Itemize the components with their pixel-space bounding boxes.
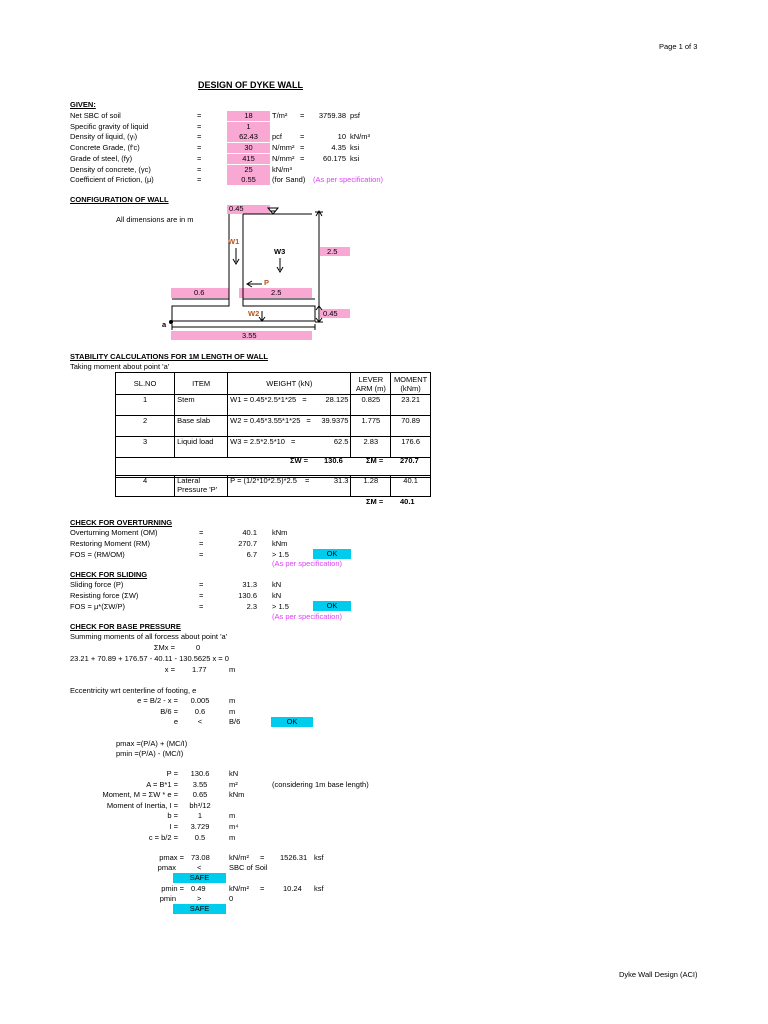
- th-lever: LEVER ARM (m): [351, 373, 391, 395]
- sum-m: 270.7: [400, 456, 419, 465]
- pmin-cmp-ref: 0: [229, 894, 234, 903]
- prop-unit: m: [229, 811, 236, 821]
- moment-equation: 23.21 + 70.89 + 176.57 - 40.11 - 130.5625 x = 0: [70, 654, 229, 663]
- given-conv: 60.175: [323, 153, 346, 163]
- ecc-value: 0.005: [190, 696, 210, 705]
- given-eq: =: [197, 153, 202, 163]
- overturning-value: 40.1: [242, 528, 257, 537]
- ecc-unit: m: [229, 706, 236, 716]
- sliding-eq: =: [199, 591, 204, 600]
- th-slno: SL.NO: [116, 373, 175, 395]
- row-moment: 176.6: [391, 437, 431, 458]
- given-unit: kN/m³: [272, 164, 292, 174]
- given-spec: (As per specification): [313, 175, 384, 185]
- pmax-conv: 1526.31: [280, 853, 308, 862]
- lat-eq: =: [305, 476, 310, 485]
- lat-sl: 4: [116, 476, 175, 497]
- given-eq: =: [197, 121, 202, 131]
- pmax-label: pmax =: [159, 853, 184, 862]
- label-a: a: [162, 320, 167, 329]
- prop-value: 0.5: [194, 832, 206, 842]
- given-eq: =: [197, 164, 202, 174]
- lat-w: 31.3: [333, 476, 349, 485]
- given-unit: pcf: [272, 132, 283, 142]
- stability-sub: Taking moment about point 'a': [70, 362, 170, 371]
- given-unit2: kN/m³: [350, 132, 370, 142]
- pmax-unit: kN/m²: [229, 853, 249, 862]
- overturning-ok-badge: OK: [313, 549, 351, 559]
- sum-w: 130.6: [324, 456, 343, 465]
- th-moment: MOMENT (kNm): [391, 373, 431, 395]
- ecc-unit: B/6: [229, 717, 241, 726]
- lat-item: Lateral Pressure 'P': [175, 476, 228, 497]
- row-sl: 3: [116, 437, 175, 458]
- footer-text: Dyke Wall Design (ACI): [619, 970, 698, 979]
- given-eq2: =: [300, 111, 305, 120]
- overturning-unit: kNm: [272, 528, 288, 537]
- given-value: 415: [227, 154, 270, 164]
- overturning-heading: CHECK FOR OVERTURNING: [70, 518, 173, 527]
- given-value: 25: [227, 165, 270, 175]
- row-lever: 2.83: [351, 437, 391, 458]
- pmax-formula: pmax =(P/A) + (MC/I): [116, 739, 188, 748]
- row-eq: =: [290, 437, 296, 446]
- given-value: 0.55: [227, 175, 270, 185]
- sliding-value: 31.3: [242, 580, 257, 589]
- sum-w-label: ΣW =: [290, 456, 309, 465]
- config-note: All dimensions are in m: [116, 215, 194, 224]
- row-moment: 23.21: [391, 395, 431, 416]
- table-row: [116, 416, 431, 437]
- given-value: 62.43: [227, 132, 270, 142]
- ecc-unit: m: [229, 696, 236, 705]
- ecc-label: e: [173, 717, 178, 726]
- given-conv: 10: [337, 132, 346, 142]
- table-row: [116, 437, 431, 458]
- row-formula: W1 = 0.45*2.5*1*25: [230, 395, 297, 404]
- th-item: ITEM: [175, 373, 228, 395]
- row-eq: =: [302, 395, 307, 404]
- given-heading: GIVEN:: [70, 100, 96, 109]
- smx-label: ΣMx =: [153, 643, 175, 652]
- prop-value: 3.729: [190, 822, 210, 831]
- dim-left: 0.6: [194, 288, 205, 297]
- ecc-label: e = B/2 - x =: [137, 696, 178, 705]
- prop-label: I =: [169, 822, 178, 831]
- prop-unit: kNm: [229, 790, 245, 800]
- prop-value: bh³/12: [189, 800, 211, 810]
- given-eq2: =: [300, 153, 305, 163]
- pmin-label: pmin =: [161, 884, 184, 893]
- label-p: P: [264, 278, 270, 287]
- row-weight: [228, 437, 351, 458]
- given-value: 18: [227, 111, 270, 121]
- given-value: 1: [227, 122, 270, 132]
- row-lever: 1.775: [351, 416, 391, 437]
- pmax-value: 73.08: [191, 853, 210, 862]
- pmin-cmp-label: pmin: [159, 894, 176, 903]
- sum-m2: 40.1: [400, 497, 415, 506]
- label-w3: W3: [274, 247, 286, 256]
- label-w2: W2: [248, 309, 260, 318]
- sliding-unit: kN: [272, 580, 282, 589]
- row-lever: 0.825: [351, 395, 391, 416]
- ecc-value: <: [197, 717, 203, 726]
- row-weight: [228, 416, 351, 437]
- config-heading: CONFIGURATION OF WALL: [70, 195, 169, 204]
- label-w1: W1: [228, 237, 240, 246]
- row-w: 39.9375: [321, 416, 349, 425]
- sum-m-label: ΣM =: [366, 456, 384, 465]
- row-item: Stem: [175, 395, 228, 416]
- prop-note: (considering 1m base length): [272, 779, 369, 789]
- prop-value: 0.65: [192, 790, 208, 800]
- x-label: x =: [164, 665, 175, 674]
- dim-w3h: 2.5: [327, 247, 338, 256]
- ecc-title: Eccentricity wrt centerline of footing, e: [70, 686, 197, 695]
- ecc-ok-badge: OK: [271, 717, 313, 727]
- overturning-eq: =: [199, 528, 204, 537]
- sliding-heading: CHECK FOR SLIDING: [70, 570, 148, 579]
- pmax-cmp-ref: SBC of Soil: [229, 863, 268, 872]
- prop-unit: m: [229, 832, 236, 842]
- dim-top: 0.45: [229, 204, 244, 213]
- pmin-formula: pmin =(P/A) - (MC/I): [116, 749, 184, 758]
- sliding-unit: kN: [272, 591, 282, 600]
- row-item: Liquid load: [175, 437, 228, 458]
- overturning-label: FOS = (RM/OM): [70, 550, 125, 559]
- given-eq: =: [197, 132, 202, 142]
- overturning-eq: =: [199, 550, 204, 559]
- given-unit: N/mm²: [272, 143, 295, 153]
- sliding-value: 2.3: [246, 602, 257, 611]
- overturning-value: 6.7: [246, 550, 257, 559]
- sliding-spec: (As per specification): [272, 612, 343, 621]
- dim-right: 2.5: [271, 288, 282, 297]
- lat-formula: P = (1/2*10*2.5)*2.5: [230, 476, 297, 485]
- prop-label: A = B*1 =: [146, 779, 178, 789]
- given-unit: N/mm²: [272, 153, 295, 163]
- x-unit: m: [229, 665, 236, 674]
- row-moment: 70.89: [391, 416, 431, 437]
- prop-value: 130.6: [190, 769, 210, 778]
- page-number: Page 1 of 3: [659, 42, 698, 51]
- pmax-cmp-op: <: [197, 863, 202, 872]
- pmax-cmp-label: pmax: [157, 863, 176, 872]
- given-label: Density of liquid, (γₗ): [70, 132, 138, 142]
- pmin-cmp-op: >: [197, 894, 202, 903]
- page-title: DESIGN OF DYKE WALL: [198, 80, 304, 90]
- overturning-value: 270.7: [238, 539, 257, 548]
- row-formula: W3 = 2.5*2.5*10: [230, 437, 285, 446]
- row-sl: 1: [116, 395, 175, 416]
- given-conv: 3759.38: [318, 111, 346, 120]
- given-unit2: ksi: [350, 143, 360, 153]
- sliding-value: 130.6: [238, 591, 257, 600]
- overturning-label: Restoring Moment (RM): [70, 539, 151, 548]
- given-label: Net SBC of soil: [70, 111, 121, 120]
- sliding-label: Resisting force (ΣW): [70, 591, 139, 600]
- stability-heading: STABILITY CALCULATIONS FOR 1M LENGTH OF WALL: [70, 352, 268, 361]
- safe-badge-2: SAFE: [173, 904, 226, 914]
- lateral-table: [115, 475, 431, 497]
- given-unit2: psf: [350, 111, 361, 120]
- prop-label: c = b/2 =: [148, 832, 178, 842]
- row-formula: W2 = 0.45*3.55*1*25: [230, 416, 301, 425]
- overturning-unit: > 1.5: [272, 550, 289, 559]
- given-label: Grade of steel, (fy): [70, 153, 133, 163]
- lat-weight: [228, 476, 351, 497]
- given-eq: =: [197, 143, 202, 153]
- wall-outline: [172, 214, 315, 321]
- smx-value: 0: [196, 643, 201, 652]
- given-conv: 4.35: [331, 143, 346, 153]
- ecc-value: 0.6: [194, 706, 206, 716]
- row-w: 62.5: [333, 437, 349, 446]
- given-unit: (for Sand): [272, 175, 306, 185]
- lat-lever: 1.28: [351, 476, 391, 497]
- sliding-ok-badge: OK: [313, 601, 351, 611]
- sliding-label: FOS = μ*(ΣW/P): [70, 602, 126, 611]
- given-unit2: ksi: [350, 153, 360, 163]
- pmin-unit: kN/m²: [229, 884, 249, 893]
- pmin-value: 0.49: [191, 884, 206, 893]
- row-sl: 2: [116, 416, 175, 437]
- given-unit: T/m²: [272, 111, 288, 120]
- row-weight: [228, 395, 351, 416]
- prop-unit: kN: [229, 769, 239, 778]
- prop-label: Moment, M = ΣW * e =: [102, 790, 178, 800]
- safe-badge-1: SAFE: [173, 873, 226, 883]
- th-weight: WEIGHT (kN): [228, 373, 351, 395]
- given-eq: =: [197, 111, 202, 120]
- overturning-eq: =: [199, 539, 204, 548]
- pmin-conv: 10.24: [283, 884, 302, 893]
- prop-label: Moment of Inertia, I =: [106, 800, 178, 810]
- given-label: Specific gravity of liquid: [70, 121, 149, 131]
- sliding-unit: > 1.5: [272, 602, 289, 611]
- pmin-unit2: ksf: [314, 884, 324, 893]
- overturning-label: Overturning Moment (OM): [70, 528, 158, 537]
- x-value: 1.77: [192, 665, 207, 674]
- given-eq2: =: [300, 132, 305, 142]
- lat-moment: 40.1: [391, 476, 431, 497]
- prop-value: 3.55: [192, 779, 208, 789]
- table-row: [116, 395, 431, 416]
- overturning-spec: (As per specification): [272, 559, 343, 568]
- given-eq: =: [197, 175, 202, 185]
- sliding-eq: =: [199, 602, 204, 611]
- prop-label: b =: [167, 811, 178, 821]
- row-w: 28.125: [325, 395, 349, 404]
- base-sub: Summing moments of all forcess about point 'a': [70, 632, 228, 641]
- prop-value: 1: [197, 811, 203, 821]
- sliding-eq: =: [199, 580, 204, 589]
- wall-diagram: [0, 0, 768, 345]
- given-label: Concrete Grade, (f'c): [70, 143, 140, 153]
- sliding-label: Sliding force (P): [70, 580, 124, 589]
- given-eq2: =: [300, 143, 305, 153]
- stability-table: [115, 372, 431, 478]
- overturning-unit: kNm: [272, 539, 288, 548]
- point-a: [169, 320, 173, 324]
- prop-label: P =: [166, 769, 178, 778]
- pmax-unit2: ksf: [314, 853, 324, 862]
- row-eq: =: [306, 416, 311, 425]
- prop-unit: m⁴: [229, 822, 239, 831]
- base-heading: CHECK FOR BASE PRESSURE: [70, 622, 181, 631]
- pmin-eq: =: [260, 884, 265, 893]
- given-label: Density of concrete, (γc): [70, 164, 151, 174]
- prop-unit: m²: [229, 779, 238, 789]
- given-value: 30: [227, 143, 270, 153]
- dim-base-t: 0.45: [323, 309, 338, 318]
- sum-m2-label: ΣM =: [366, 497, 384, 506]
- dim-base-w: 3.55: [242, 331, 257, 340]
- row-item: Base slab: [175, 416, 228, 437]
- given-label: Coefficient of Friction, (μ): [70, 175, 154, 185]
- ecc-label: B/6 =: [160, 706, 178, 716]
- pmax-eq: =: [260, 853, 265, 862]
